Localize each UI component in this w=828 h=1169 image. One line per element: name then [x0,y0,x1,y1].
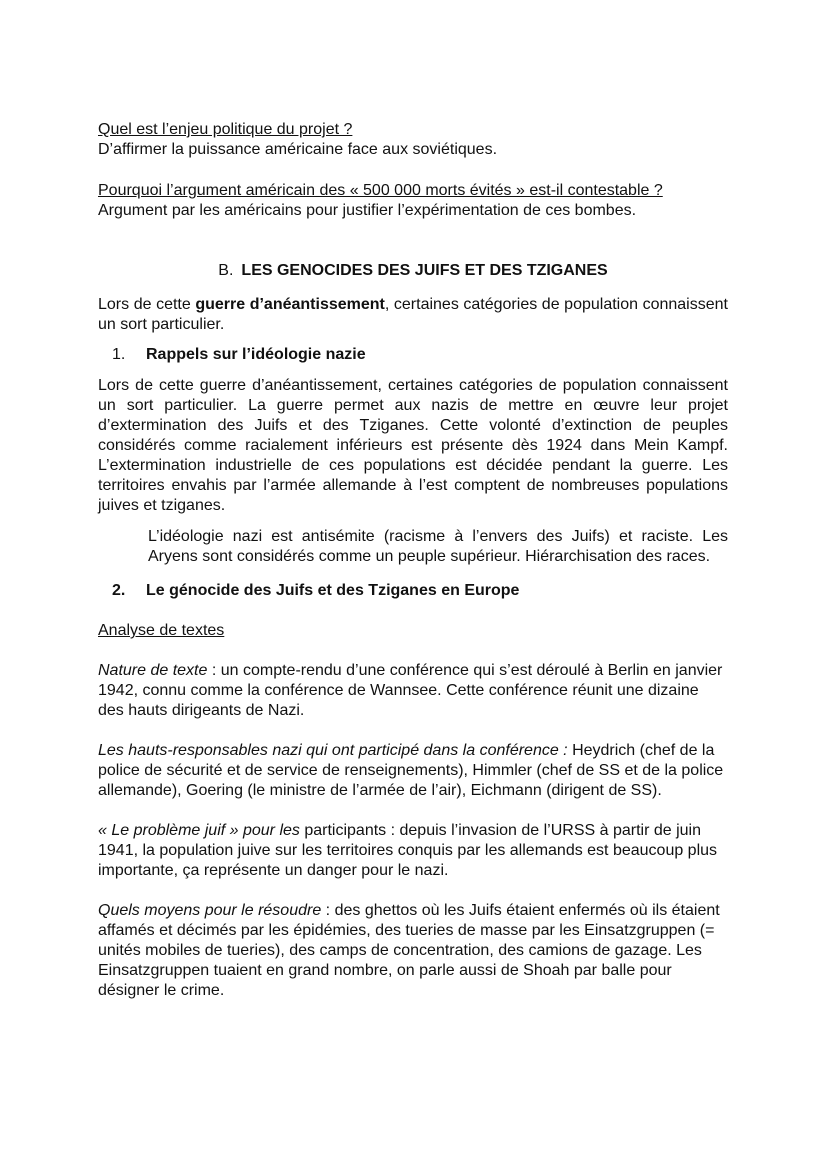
analysis-item-text: participants : depuis l’invasion de l’URSS à partir de juin 1941, la population juive sur les territoires conquis par les allemands est beaucoup plus importante, ça représente un danger pour le nazi. [98,822,718,879]
analysis-item-label: Nature de texte [98,662,208,679]
subsection-2-number: 2. [112,582,126,599]
analysis-item-text: Heydrich (chef de la police de sécurité et de service de renseignements), Himmler (chef de SS et de la police allemande), Goering (le ministre de l’armée de l’air), Eichmann (dirigent de SS). [98,742,724,799]
subsection-1-heading [98,345,728,365]
analysis-item-jewish-problem [98,821,728,881]
subsection-2-title: Le génocide des Juifs et des Tziganes en Europe [146,582,520,599]
section-b-intro-bold: guerre d’anéantissement [195,296,385,313]
question-political-stake: Quel est l’enjeu politique du projet ? [98,121,353,138]
section-b-intro-start: Lors de cette [98,296,196,313]
ideology-note: L’idéologie nazi est antisémite (racisme à l’envers des Juifs) et raciste. Les Aryens sont considérés comme un peuple supérieur. Hiérarchisation des races. [148,528,728,565]
analysis-item-label: Les hauts-responsables nazi qui ont participé dans la conférence : [98,742,568,759]
section-b-intro-end: , certaines catégories de population connaissent un sort particulier. [98,296,728,333]
section-b-heading [98,261,728,281]
question-argument-contestable: Pourquoi l’argument américain des « 500 000 morts évités » est-il contestable ? [98,182,663,199]
section-b-title: LES GENOCIDES DES JUIFS ET DES TZIGANES [241,262,608,279]
analysis-item-means [98,901,728,1001]
analysis-item-label: « Le problème juif » pour les [98,822,300,839]
subsection-2-heading [98,581,728,601]
section-b-intro [98,295,728,335]
analysis-item-label: Quels moyens pour le résoudre [98,902,322,919]
subsection-1-number: 1. [112,346,126,363]
answer-argument-contestable: Argument par les américains pour justifier l’expérimentation de ces bombes. [98,202,637,219]
analysis-item-text: : un compte-rendu d’une conférence qui s’est déroulé à Berlin en janvier 1942, connu comme la conférence de Wannsee. Cette conférence réunit une dizaine des hauts dirigeants de Nazi. [98,662,723,719]
section-b-number: B. [218,262,234,279]
analysis-item-nature [98,661,728,721]
subsection-1-paragraph: Lors de cette guerre d’anéantissement, certaines catégories de population connaissent un sort particulier. La guerre permet aux nazis de mettre en œuvre leur projet d’extermination des Juifs et des Tziganes. Cette volonté d’extinction de peuples considérés comme racialement inférieurs est présente dès 1924 dans Mein Kampf. L’extermination industrielle de ces populations est décidée pendant la guerre. Les territoires envahis par l’armée allemande à l’est comptent de nombreuses populations juives et tziganes. [98,377,728,514]
document-content [98,120,728,1001]
answer-political-stake: D’affirmer la puissance américaine face aux soviétiques. [98,141,498,158]
analysis-heading: Analyse de textes [98,622,225,639]
subsection-1-title: Rappels sur l’idéologie nazie [146,346,366,363]
analysis-item-text: : des ghettos où les Juifs étaient enfermés où ils étaient affamés et décimés par les épidémies, des tueries de masse par les Einsatzgruppen (= unités mobiles de tueries), des camps de concentration, des camions de gazage. Les Einsatzgruppen tuaient en grand nombre, on parle aussi de Shoah par balle pour désigner le crime. [98,902,720,999]
analysis-item-participants [98,741,728,801]
